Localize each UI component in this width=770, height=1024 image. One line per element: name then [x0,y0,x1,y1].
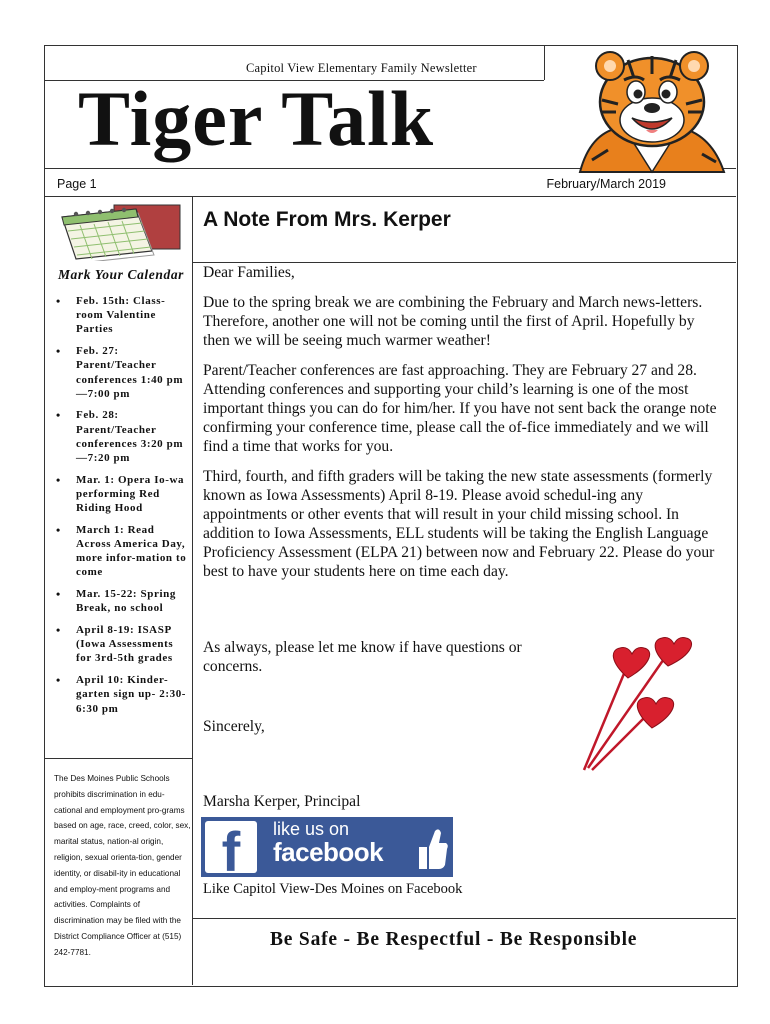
event-item: • Mar. 15-22: Spring Break, no school [52,587,190,615]
note-paragraph: Due to the spring break we are combining the February and March news-letters. Therefore, another one will not be coming until the first of April. Hopefully by then we will be seeing much warmer weather! [203,294,703,349]
event-item: • April 8-19: ISASP (Iowa Assessments for 3rd-5th grades [52,623,190,666]
facebook-like-text: like us on [273,819,350,839]
header-rule-vertical [544,45,545,80]
event-item: • Mar. 1: Opera Io-wa performing Red Riding Hood [52,473,190,516]
note-paragraph: Third, fourth, and fifth graders will be taking the new state assessments (formerly known as Iowa Assessments) April 8-19. Please avoid schedul-ing any appointments or other events that will result in your child missing school. In addition to Iowa Assessments, ELL students will be taking the English Language Proficiency Assessment (ELPA 21) between now and February 22. Please do your best to have your students here on time each day. [203,468,715,580]
event-item: • Feb. 28: Parent/Teacher conferences 3:20 pm—7:20 pm [52,408,190,465]
closing-text: As always, please let me know if have questions or concerns. [203,639,522,675]
event-item: • Feb. 15th: Class-room Valentine Parties [52,294,190,337]
greeting: Dear Families, [203,264,295,281]
sidebar-title: Mark Your Calendar [57,267,185,282]
nondiscrimination-notice: The Des Moines Public Schools prohibits discrimination in edu-cational and employment pro-grams based on age, race, creed, color, sex, marital status, nation-al origin, religion, sexual orienta-tion, gender identity, or disabil-ity in educational and employ-ment programs and activities. Complaints of discrimination may be filed with the District Compliance Officer at (515) 242-7781. [54,774,191,957]
thumbs-up-icon [415,825,449,871]
date-rule [44,196,736,197]
motto-rule [192,918,736,919]
school-motto: Be Safe - Be Respectful - Be Responsible [270,929,638,950]
sincerely: Sincerely, [203,718,265,735]
issue-date: February/March 2019 [546,177,666,191]
sidebar-divider [192,196,193,985]
facebook-f-icon: f [221,820,241,883]
note-paragraph: Parent/Teacher conferences are fast approaching. They are February 27 and 28. Attending conferences and supporting your child’s learning is one of the most important things you can do for him/her. If you have not sent back the orange note confirming your conference time, please call the of-fice immediately and we will find a time that works for you. [203,362,717,455]
event-item: • March 1: Read Across America Day, more infor-mation to come [52,523,190,580]
newsletter-subtitle: Capitol View Elementary Family Newsletter [246,61,477,75]
facebook-banner[interactable] [201,817,453,883]
calendar-sidebar [52,262,190,723]
facebook-wordmark: facebook [273,837,384,867]
page-number: Page 1 [57,177,97,191]
sidebar-rule [44,758,192,759]
note-body [203,263,723,592]
note-heading: A Note From Mrs. Kerper [203,208,451,231]
facebook-caption: Like Capitol View-Des Moines on Facebook [203,881,463,897]
event-list [52,294,190,716]
newsletter-title: Tiger Talk [78,75,435,162]
signature: Marsha Kerper, Principal [203,793,361,810]
calendar-icon [52,201,184,261]
event-item: • April 10: Kinder-garten sign up- 2:30-6:30 pm [52,673,190,716]
tiger-mascot-icon [572,50,730,175]
event-item: • Feb. 27: Parent/Teacher conferences 1:40 pm—7:00 pm [52,344,190,401]
hearts-icon [580,632,695,772]
